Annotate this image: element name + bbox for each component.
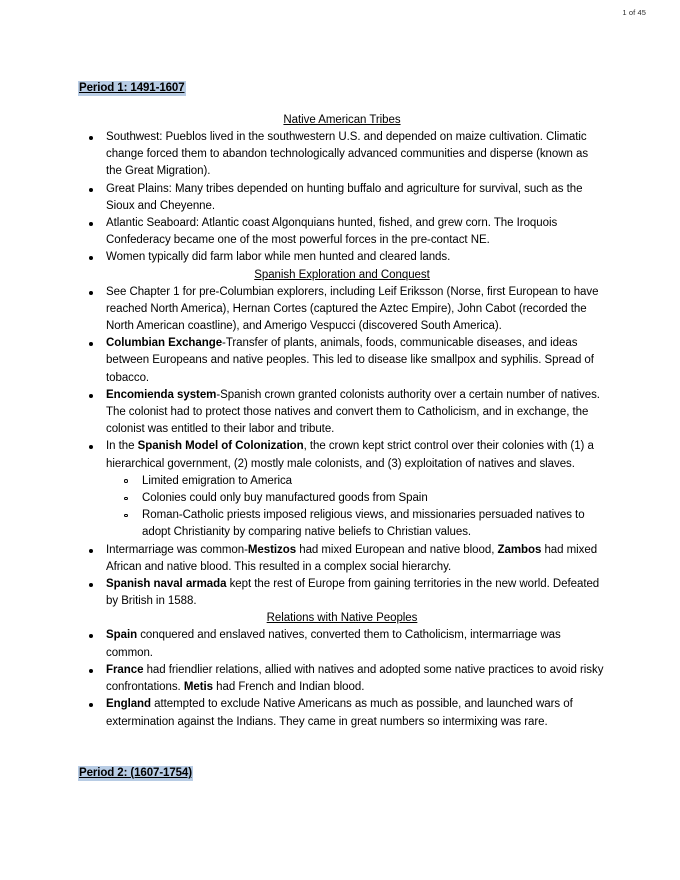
bold-term: Mestizos [247, 543, 297, 556]
bullet-item [78, 438, 606, 472]
page-number-indicator: 1 of 45 [622, 8, 646, 17]
bold-term: Metis [183, 681, 213, 694]
bullet-list [78, 627, 606, 730]
bullet-item [78, 335, 606, 387]
bullet-text-run: , the crown kept strict control over their colonies with (1) a hierarchical government, (2) mostly male colonists, and (3) exploitation of natives and slaves. [106, 440, 594, 470]
bullet-text-run: Limited emigration to America [142, 474, 293, 487]
bullet-item [78, 387, 606, 439]
bullet-item [78, 627, 606, 661]
section-heading: Spanish Exploration and Conquest [254, 268, 430, 281]
bullet-text-run: Atlantic Seaboard: Atlantic coast Algonquians hunted, fished, and grew corn. The Iroquois Confederacy became one of the most powerful forces in the pre-contact NE. [106, 217, 558, 247]
sub-bullet-item [78, 473, 606, 490]
bold-term: Spanish naval armada [106, 578, 227, 591]
bullet-text-run: attempted to exclude Native Americans as much as possible, and launched wars of extermination against the Indians. They came in great numbers so intermixing was rare. [106, 698, 573, 728]
bullet-text-run: had mixed African and native blood. This resulted in a complex social hierarchy. [106, 543, 598, 573]
bold-term: Encomienda system [106, 388, 217, 401]
bullet-text-run: had mixed European and native blood, [296, 543, 498, 556]
sub-bullet-item [78, 490, 606, 507]
bullet-item [78, 215, 606, 249]
bold-term: France [106, 663, 144, 676]
bullet-list [78, 129, 606, 267]
document-body [78, 78, 606, 781]
bullet-text-run: kept the rest of Europe from gaining territories in the new world. Defeated by British in 1588. [106, 578, 600, 608]
bullet-text-run: In the [106, 440, 138, 453]
bullet-text-run: -Spanish crown granted colonists authority over a certain number of natives. The colonist had to protect those natives and convert them to Catholicism, and in exchange, the colonist was entitled to their labor and tribute. [106, 388, 600, 436]
bold-term: Columbian Exchange [106, 337, 223, 350]
bullet-text-run: Colonies could only buy manufactured goods from Spain [142, 492, 428, 505]
sub-bullet-group [78, 473, 606, 542]
bullet-text-run: Great Plains: Many tribes depended on hunting buffalo and agriculture for survival, such as the Sioux and Cheyenne. [106, 182, 583, 212]
bullet-text-run: See Chapter 1 for pre-Columbian explorers, including Leif Eriksson (Norse, first European to have reached North America), Hernan Cortes (captured the Aztec Empire), John Cabot (recorded the North American coastline), and Amerigo Vespucci (discovered South America). [106, 285, 599, 333]
bullet-text-run: Southwest: Pueblos lived in the southwestern U.S. and depended on maize cultivation. Climatic change forced them to abandon technologically advanced communities and disperse (known as the Great Migration). [106, 131, 589, 178]
sections-container [78, 112, 606, 731]
section-heading: Native American Tribes [283, 114, 401, 126]
bullet-item [78, 181, 606, 215]
period-1-heading-wrapper [78, 78, 606, 96]
bullet-list [78, 284, 606, 611]
bold-term: Spain [106, 629, 138, 642]
bullet-item [78, 576, 606, 610]
sub-bullet-item [78, 507, 606, 541]
bullet-text-run: Women typically did farm labor while men hunted and cleared lands. [106, 251, 451, 264]
period-2-spacer [78, 731, 606, 763]
bullet-text-run: had friendlier relations, allied with natives and adopted some native practices to avoid risky confrontations. [106, 663, 604, 694]
period-2-heading: Period 2: (1607-1754) [79, 766, 192, 779]
section-heading: Relations with Native Peoples [266, 612, 418, 625]
period-1-heading: Period 1: 1491-1607 [79, 82, 185, 94]
sub-bullet-list [78, 473, 606, 542]
bullet-text-run: Intermarriage was common- [106, 543, 248, 556]
bold-term: England [106, 698, 152, 711]
bullet-item [78, 284, 606, 336]
bullet-item [78, 542, 606, 576]
bold-term: Zambos [497, 543, 542, 556]
bullet-text-run: Roman-Catholic priests imposed religious views, and missionaries persuaded natives to adopt Christianity by comparing native beliefs to Christian values. [142, 509, 585, 539]
period-2-heading-wrapper [78, 763, 606, 781]
bullet-item [78, 662, 606, 696]
bullet-item [78, 129, 606, 181]
bold-term: Spanish Model of Colonization [137, 440, 304, 453]
bullet-text-run: had French and Indian blood. [213, 681, 365, 694]
bullet-item [78, 249, 606, 266]
bullet-item [78, 696, 606, 730]
bullet-text-run: -Transfer of plants, animals, foods, communicable diseases, and ideas between Europeans and native peoples. This led to disease like smallpox and syphilis. Spread of tobacco. [106, 337, 594, 384]
heading-spacer [78, 96, 606, 112]
bullet-text-run: conquered and enslaved natives, converted them to Catholicism, intermarriage was common. [106, 629, 561, 659]
